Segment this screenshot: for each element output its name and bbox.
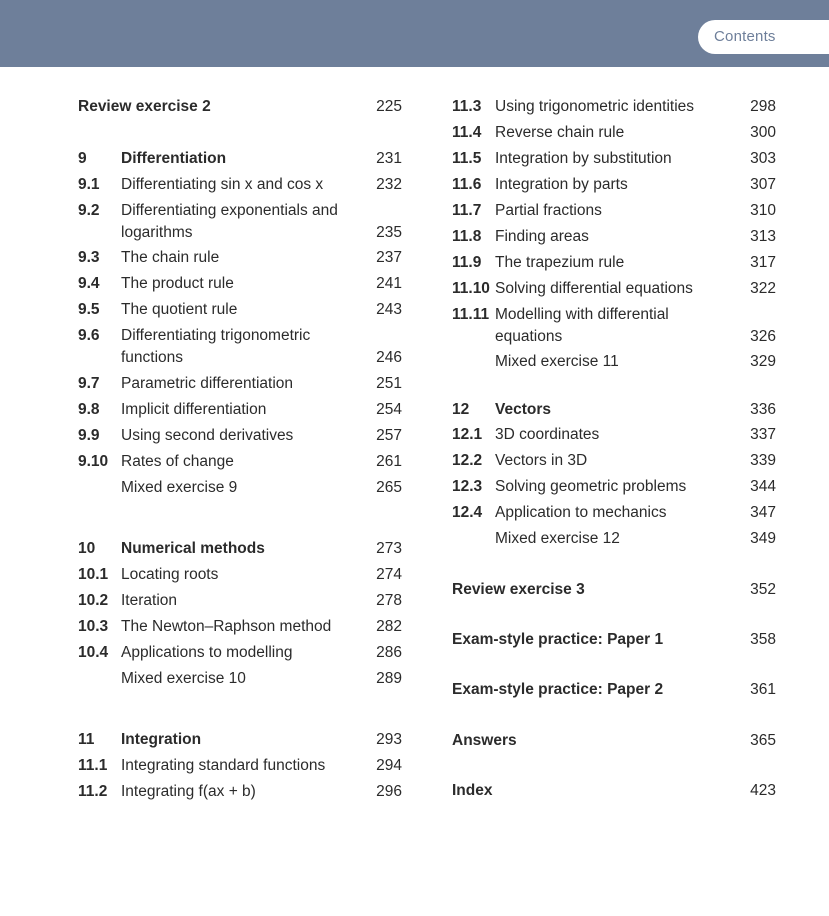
toc-entry-number: 11.10 [452, 280, 490, 297]
toc-entry-title: Solving geometric problems [495, 478, 687, 495]
toc-entry-page: 423 [750, 782, 776, 799]
toc-entry-number: 11.5 [452, 150, 482, 167]
toc-entry-page: 293 [376, 731, 402, 748]
toc-entry-number: 10.2 [78, 592, 109, 609]
toc-entry-title: Parametric differentiation [121, 375, 294, 392]
toc-entry-number: 9.4 [78, 275, 100, 292]
toc-entry-page: 235 [376, 224, 402, 241]
toc-entry-title: Vectors in 3D [495, 452, 588, 469]
toc-entry-number: 11.6 [452, 176, 482, 193]
toc-entry-number: 11.11 [452, 306, 490, 323]
toc-entry-page: 296 [376, 783, 402, 800]
toc-entry-title: Mixed exercise 11 [495, 353, 619, 370]
toc-entry-title-continued: logarithms [121, 224, 193, 241]
toc-entry-page: 303 [750, 150, 776, 167]
toc-entry-title: Integration [121, 731, 202, 748]
toc-entry-page: 317 [750, 254, 776, 271]
toc-entry-number: 11.8 [452, 228, 482, 245]
toc-entry-title: Mixed exercise 10 [121, 670, 246, 687]
toc-entry-page: 358 [750, 631, 776, 648]
toc-entry-title: Iteration [121, 592, 178, 609]
toc-entry-title: The chain rule [121, 249, 220, 266]
toc-entry-number: 9.1 [78, 176, 100, 193]
toc-entry-title: Mixed exercise 12 [495, 530, 620, 547]
toc-entry-title: Integrating f(ax + b) [121, 783, 256, 800]
toc-entry-page: 326 [750, 328, 776, 345]
toc-entry-title: Using second derivatives [121, 427, 294, 444]
toc-entry-number: 9.9 [78, 427, 100, 444]
toc-entry-number: 9.2 [78, 202, 100, 219]
toc-entry-title: Differentiating sin x and cos x [121, 176, 324, 193]
toc-entry-title: Differentiation [121, 150, 227, 167]
toc-entry-title: Modelling with differential [495, 306, 669, 323]
toc-entry-number: 9.7 [78, 375, 100, 392]
toc-entry-number: 11.1 [78, 757, 108, 774]
toc-entry-page: 273 [376, 540, 402, 557]
toc-entry-title: Applications to modelling [121, 644, 293, 661]
toc-entry-title: Answers [452, 732, 517, 749]
contents-tab [698, 20, 829, 54]
toc-entry-title: Reverse chain rule [495, 124, 625, 141]
toc-entry-page: 261 [376, 453, 402, 470]
toc-entry-page: 278 [376, 592, 402, 609]
toc-entry-page: 241 [376, 275, 402, 292]
toc-entry-number: 11.7 [452, 202, 482, 219]
toc-entry-title: Integration by substitution [495, 150, 672, 167]
toc-entry-title: The quotient rule [121, 301, 238, 318]
toc-entry-page: 310 [750, 202, 776, 219]
toc-entry-title-continued: functions [121, 349, 184, 366]
toc-entry-page: 361 [750, 681, 776, 698]
toc-entry-title: The Newton–Raphson method [121, 618, 332, 635]
toc-entry-page: 337 [750, 426, 776, 443]
toc-entry-page: 313 [750, 228, 776, 245]
toc-entry-page: 225 [376, 98, 402, 115]
toc-entry-number: 11.4 [452, 124, 482, 141]
toc-entry-page: 231 [376, 150, 402, 167]
toc-entry-title: Solving differential equations [495, 280, 693, 297]
toc-entry-number: 10.3 [78, 618, 109, 635]
toc-entry-page: 336 [750, 401, 776, 418]
toc-entry-page: 349 [750, 530, 776, 547]
toc-entry-number: 9.5 [78, 301, 100, 318]
toc-entry-page: 344 [750, 478, 776, 495]
toc-entry-page: 294 [376, 757, 402, 774]
toc-entry-page: 237 [376, 249, 402, 266]
toc-entry-page: 254 [376, 401, 402, 418]
toc-entry-number: 12.3 [452, 478, 483, 495]
toc-entry-title: Finding areas [495, 228, 589, 245]
toc-entry-number: 11.9 [452, 254, 482, 271]
toc-entry-page: 329 [750, 353, 776, 370]
toc-entry-title: Vectors [495, 401, 552, 418]
toc-entry-title: Numerical methods [121, 540, 265, 557]
toc-entry-number: 12.1 [452, 426, 483, 443]
toc-entry-number: 11.2 [78, 783, 108, 800]
toc-entry-number: 12.4 [452, 504, 483, 521]
toc-entry-number: 12.2 [452, 452, 483, 469]
toc-entry-number: 11.3 [452, 98, 482, 115]
toc-entry-number: 10.1 [78, 566, 109, 583]
toc-entry-title: Review exercise 3 [452, 581, 585, 598]
toc-entry-page: 347 [750, 504, 776, 521]
toc-entry-page: 232 [376, 176, 402, 193]
contents-tab-label: Contents [714, 28, 776, 45]
toc-entry-title-continued: equations [495, 328, 563, 345]
toc-entry-page: 243 [376, 301, 402, 318]
toc-entry-page: 251 [376, 375, 402, 392]
toc-entry-title: Rates of change [121, 453, 234, 470]
toc-entry-title: Partial fractions [495, 202, 602, 219]
toc-entry-page: 298 [750, 98, 776, 115]
toc-entry-title: Review exercise 2 [78, 98, 211, 115]
toc-entry-number: 9 [78, 150, 87, 167]
toc-entry-number: 9.8 [78, 401, 100, 418]
toc-entry-page: 282 [376, 618, 402, 635]
toc-entry-page: 265 [376, 479, 402, 496]
toc-entry-page: 339 [750, 452, 776, 469]
toc-entry-title: 3D coordinates [495, 426, 600, 443]
toc-entry-number: 12 [452, 401, 470, 418]
toc-entry-title: Application to mechanics [495, 504, 667, 521]
toc-entry-title: The product rule [121, 275, 234, 292]
toc-entry-title: Integration by parts [495, 176, 628, 193]
toc-entry-number: 9.10 [78, 453, 109, 470]
toc-entry-page: 289 [376, 670, 402, 687]
toc-entry-page: 307 [750, 176, 776, 193]
toc-entry-title: Locating roots [121, 566, 219, 583]
toc-entry-number: 11 [78, 731, 95, 748]
toc-entry-number: 9.3 [78, 249, 100, 266]
toc-entry-title: The trapezium rule [495, 254, 625, 271]
toc-entry-title: Integrating standard functions [121, 757, 326, 774]
toc-entry-number: 9.6 [78, 327, 100, 344]
toc-entry-page: 365 [750, 732, 776, 749]
toc-entry-page: 257 [376, 427, 402, 444]
toc-entry-number: 10 [78, 540, 96, 557]
toc-entry-title: Mixed exercise 9 [121, 479, 238, 496]
toc-entry-title: Exam-style practice: Paper 1 [452, 631, 664, 648]
toc-entry-page: 300 [750, 124, 776, 141]
toc-entry-title: Index [452, 782, 493, 799]
toc-entry-number: 10.4 [78, 644, 109, 661]
toc-entry-title: Differentiating trigonometric [121, 327, 311, 344]
toc-entry-title: Using trigonometric identities [495, 98, 695, 115]
toc-entry-title: Differentiating exponentials and [121, 202, 338, 219]
toc-entry-title: Implicit differentiation [121, 401, 267, 418]
toc-entry-page: 352 [750, 581, 776, 598]
toc-entry-title: Exam-style practice: Paper 2 [452, 681, 664, 698]
toc-entry-page: 322 [750, 280, 776, 297]
toc-entry-page: 274 [376, 566, 402, 583]
toc-entry-page: 286 [376, 644, 402, 661]
toc-entry-page: 246 [376, 349, 402, 366]
